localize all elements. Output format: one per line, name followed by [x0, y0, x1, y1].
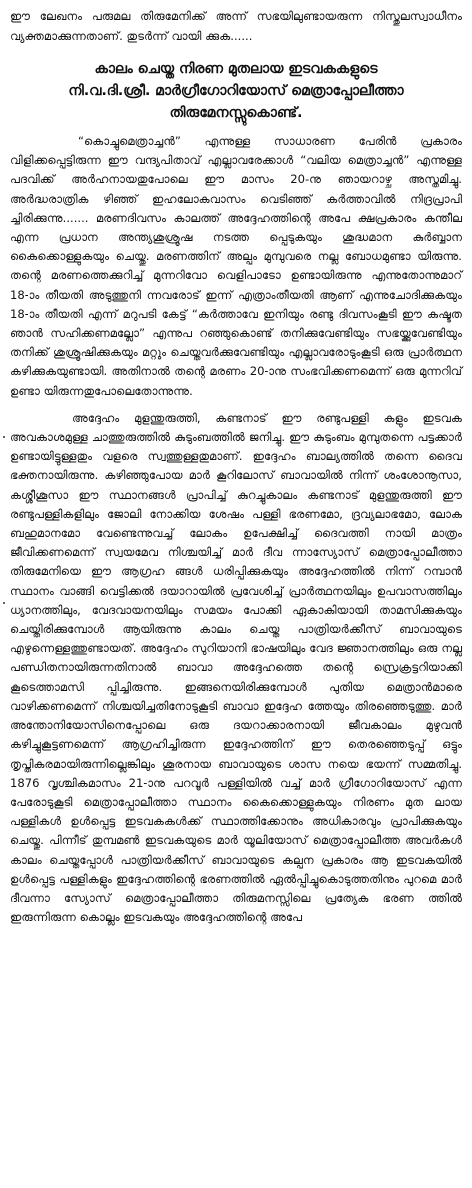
heading-line-3: തിരുമേനസ്സുകൊണ്ട്. [169, 105, 303, 121]
heading-line-2: നി.വ.ദി.ശ്രീ. മാർഗ്രീഗോറിയോസ് മെത്രാപ്പോലീത്താ [68, 83, 404, 99]
margin-speck [3, 436, 5, 438]
margin-speck [3, 602, 5, 604]
article-heading [10, 58, 462, 124]
intro-text: ഈ ലേഖനം പരുമല തിരുമേനിക്ക് അന്ന് സഭയിലുണ്ടായരുന്ന നിസ്തുലസ്വാധീനം വ്യക്തമാക്കുന്നതാണ്. തുടർന്ന് വായി ക്കുക...... [10, 9, 462, 43]
heading-line-1: കാലം ചെയ്ത നിരണ മുതലായ ഇടവകകളുടെ [94, 61, 378, 77]
body-paragraph-1: “കൊച്ചുമെത്രാച്ചൻ” എന്നുള്ള സാധാരണ പേരിൻ പ്രകാരം വിളിക്കപ്പെട്ടിരുന്ന ഈ വന്ദ്യപിതാവ് എല്ലാവരേക്കാൾ “വലിയ മെത്രാച്ചൻ” എന്നുള്ള പദവിക്ക് അർഹനായതുപോലെ ഈ മാസം 20-നു ഞായറാഴ്ച അസ്തമിച്ചു. അർദ്ധരാത്രിക ഴിഞ്ഞ് ഇഹലോകവാസം വെടിഞ്ഞ് കർത്താവിൽ നിദ്രപ്രാപി ച്ചിരിക്കുന്നു....... മരണദിവസം കാലത്ത് അദ്ദേഹത്തിന്റെ അപേ ക്ഷപ്രകാരം കന്തീല എന്ന പ്രധാന അന്ത്യശുശ്രൂഷ നടത്ത പ്പെടുകയും ശുദ്ധമാന കുർബ്ബാന കൈക്കൊള്ളുകയും ചെയ്തു. മരണത്തിന് അല്പം മുമ്പുവരെ നല്ല ബോധമുണ്ടാ യിരുന്നു. തന്റെ മരണത്തെക്കുറിച്ച് മുന്നറിവോ വെളിപാടോ ഉണ്ടായിരുന്നു എന്നുതോന്നുമാറ് 18-ാം തീയതി അടുത്തുനി ന്നവരോട് ഇന്ന് എത്രാംതീയതി ആണ് എന്നുചോദിക്കുകയും 18-ാം തീയതി എന്ന് മറുപടി കേട്ട് “കർത്താവേ ഇനിയും രണ്ടു ദിവസംകൂടി ഈ കഷ്ടത ഞാൻ സഹിക്കണമല്ലോ” എന്നുപ റഞ്ഞുകൊണ്ട് തനിക്കുവേണ്ടിയും സഭയ്ക്കുവേണ്ടിയും തനിക്ക് ശുശ്രൂഷിക്കുകയും മറ്റും ചെയ്തവർക്കുവേണ്ടിയും എല്ലാവരോടുംകൂടി ഒരു പ്രാർത്ഥന കഴിക്കുകയുണ്ടായി. അതിനാൽ തന്റെ മരണം 20-ാനു സംഭവിക്കണമെന്ന് ഒരു മുന്നറിവ് ഉണ്ടാ യിരുന്നതുപോലെതോന്നുന്നു. [10, 134, 462, 398]
body-paragraph-2: അദ്ദേഹം മുളന്തുരുത്തി, കണ്ടനാട് ഈ രണ്ടുപള്ളി കളും ഇടവക അവകാശമുള്ള ചാത്തുരുത്തിൽ കുടുംബത്തിൽ ജനിച്ചു. ഈ കുടുംബം മുമ്പുതന്നെ പട്ടക്കാർ ഉണ്ടായിട്ടുള്ളതും വളരെ സ്വത്തുള്ളതുമാണ്. ഇദ്ദേഹം ബാല്യത്തിൽ തന്നെ ദൈവ ഭക്തനായിരുന്നു. കഴിഞ്ഞുപോയ മാർ കൂറിലോസ് ബാവായിൽ നിന്ന് ശംശോനൂസാ, കശ്ശീശൂസാ ഈ സ്ഥാനങ്ങൾ പ്രാപിച്ച് കുറച്ചുകാലം കണ്ടനാട് മുളന്തുരുത്തി ഈ രണ്ടുപള്ളികളിലും ജോലി നോക്കിയ ശേഷം പള്ളി ഭരണമോ, ദ്രവ്യലാഭമോ, ലോക ബഹുമാനമോ വേണ്ടെന്നുവച്ച് ലോകം ഉപേക്ഷിച്ച് ദൈവത്തി നായി മാത്രം ജീവിക്കണമെന്ന് സ്വയമേവ നിശ്ചയിച്ച് മാർ ദീവ ന്നാസ്യോസ് മെത്രാപ്പോലീത്താ തിരുമേനിയെ ഈ ആഗ്രഹ ങ്ങൾ ധരിപ്പിക്കുകയും അദ്ദേഹത്തിൽ നിന്ന് റമ്പാൻ സ്ഥാനം വാങ്ങി വെട്ടിക്കൽ ദയാറായിൽ പ്രവേശിച്ച് പ്രാർത്ഥനയിലും ഉപവാസത്തിലും ധ്യാനത്തിലും, വേദവായനയിലും സമയം പോക്കി ഏകാകിയായി താമസിക്കുകയും ചെയ്തിരിക്കുമ്പോൾ ആയിരുന്നു കാലം ചെയ്ത പാത്രിയർക്കീസ് ബാവായുടെ എഴുന്നെള്ളത്തുണ്ടായത്. അദ്ദേഹം സുറിയാനി ഭാഷയിലും വേദ ജ്ഞാനത്തിലും ഒരു നല്ല പണ്ഡിതനായിരുന്നതിനാൽ ബാവാ അദ്ദേഹത്തെ തന്റെ സ്രെക്രട്ടറിയാക്കി കൂടെത്താമസി പ്പിച്ചിരുന്നു. ഇങ്ങനെയിരിക്കുമ്പോൾ പുതിയ മെത്രാൻമാരെ വാഴിക്കണമെന്ന് നിശ്ചയിച്ചതിനോടുകൂടി ബാവാ ഇദ്ദേഹ ത്തേയും തിരഞ്ഞെടുത്തു. മാർ അന്തോനിയോസിനെപ്പോലെ ഒരു ദയറാക്കാരനായി ജീവകാലം മുഴുവൻ കഴിച്ചുകൂട്ടണമെന്ന് ആഗ്രഹിച്ചിരുന്ന ഇദ്ദേഹത്തിന് ഈ തെരഞ്ഞെടുപ്പ് ഒട്ടും തൃപ്തികരമായിരുന്നില്ലെങ്കിലും ശൂരനായ ബാവായുടെ ശാസ നയെ ഭയന്ന് സമ്മതിച്ചു. 1876 വൃശ്ചികമാസം 21-ാനു പറവൂർ പള്ളിയിൽ വച്ച് മാർ ഗ്രീഗോറിയോസ് എന്ന പേരോടുകൂടി മെത്രാപ്പോലീത്താ സ്ഥാനം കൈക്കൊള്ളുകയും നിരണം മുത ലായ പള്ളികൾ ഉൾപ്പെട്ട ഇടവകകൾക്ക് സ്ഥാത്തിക്കോനും അധികാരവും പ്രാപിക്കുകയും ചെയ്തു. പിന്നീട് തുമ്പമൺ ഇടവകയുടെ മാർ യൂലിയോസ് മെത്രാപ്പോലീത്ത അവർകൾ കാലം ചെയ്തപ്പോൾ പാത്രിയർക്കീസ് ബാവായുടെ കല്പന പ്രകാരം ആ ഇടവകയിൽ ഉൾപ്പെട്ട പള്ളികളും ഇദ്ദേഹത്തിന്റെ ഭരണത്തിൽ ഏൽപ്പിച്ചുകൊടുത്തതിനും പുറമെ മാർ ദീവന്നാ സ്യോസ് മെത്രാപ്പോലീത്താ തിരുമനസ്സിലെ പ്രത്യേക ഭരണ ത്തിൽ ഇരുന്നിരുന്ന കൊല്ലം ഇടവകയും അദ്ദേഹത്തിന്റെ അപേ [10, 410, 462, 925]
